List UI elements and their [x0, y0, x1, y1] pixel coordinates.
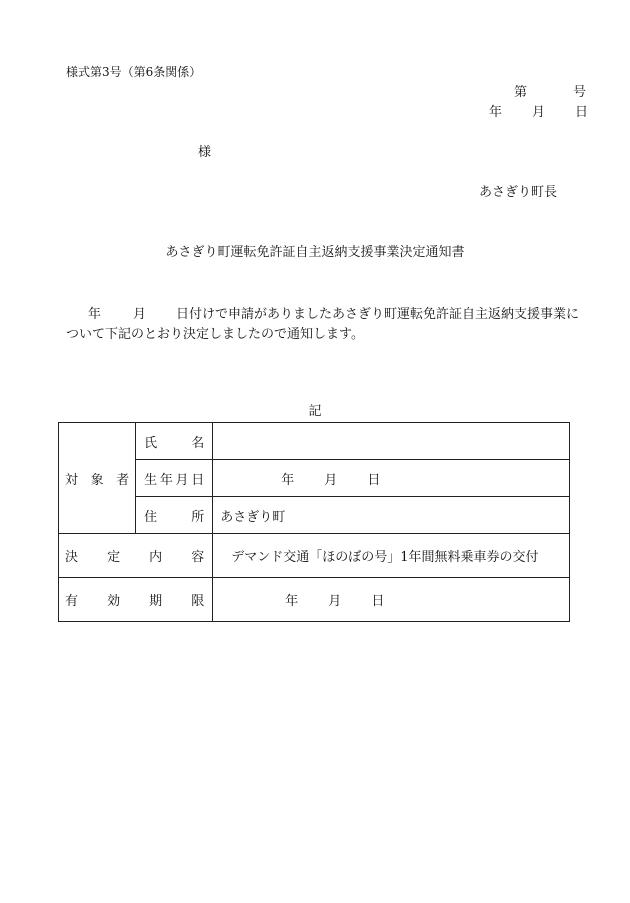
table-row-birth	[59, 460, 570, 497]
subject-label-cell	[59, 423, 136, 534]
ki-marker: 記	[308, 404, 322, 419]
date-day: 日	[575, 105, 589, 120]
body-text	[66, 305, 586, 345]
birth-date-template: 年 月 日	[281, 472, 381, 488]
document-number-suffix: 号	[573, 85, 587, 100]
address-label-cell	[136, 497, 213, 534]
valid-date-template: 年 月 日	[285, 594, 385, 609]
sender-name: あさぎり町長	[479, 185, 558, 200]
birth-value-cell	[213, 460, 570, 497]
date-month: 月	[532, 105, 546, 120]
decision-value-cell	[213, 534, 570, 578]
address-value-cell	[213, 497, 570, 534]
birth-label: 生 年 月 日	[144, 472, 205, 488]
body-sentence: 日付けで申請がありましたあさぎり町運転免許証自主返納支援事業について下記のとおり決定しましたので通知します。	[66, 307, 580, 342]
date-year: 年	[489, 105, 503, 120]
address-value: あさぎり町	[220, 509, 286, 525]
subject-label: 対 象 者	[65, 472, 130, 488]
table-row-decision	[59, 534, 570, 578]
document-date	[489, 106, 588, 119]
addressee-honorific: 様	[198, 145, 212, 160]
document-number	[514, 86, 586, 99]
valid-value-cell	[213, 578, 570, 622]
table-row-valid	[59, 578, 570, 622]
decision-label-cell	[59, 534, 213, 578]
body-month: 月	[133, 307, 147, 322]
form-number: 様式第3号（第6条関係）	[66, 65, 202, 79]
body-year: 年	[88, 307, 102, 322]
valid-label: 有 効 期 限	[65, 594, 205, 609]
valid-label-cell	[59, 578, 213, 622]
decision-label: 決 定 内 容	[65, 550, 205, 565]
name-label-cell	[136, 423, 213, 460]
record-table	[58, 422, 570, 622]
name-value-cell	[213, 423, 570, 460]
decision-value: デマンド交通「ほのぼの号」1年間無料乗車券の交付	[231, 550, 539, 565]
document-title: あさぎり町運転免許証自主返納支援事業決定通知書	[165, 245, 465, 260]
table-row-address	[59, 497, 570, 534]
name-label: 氏 名	[144, 435, 205, 451]
birth-label-cell	[136, 460, 213, 497]
table-row-name	[59, 423, 570, 460]
address-label: 住 所	[144, 509, 205, 525]
document-number-prefix: 第	[514, 85, 528, 100]
